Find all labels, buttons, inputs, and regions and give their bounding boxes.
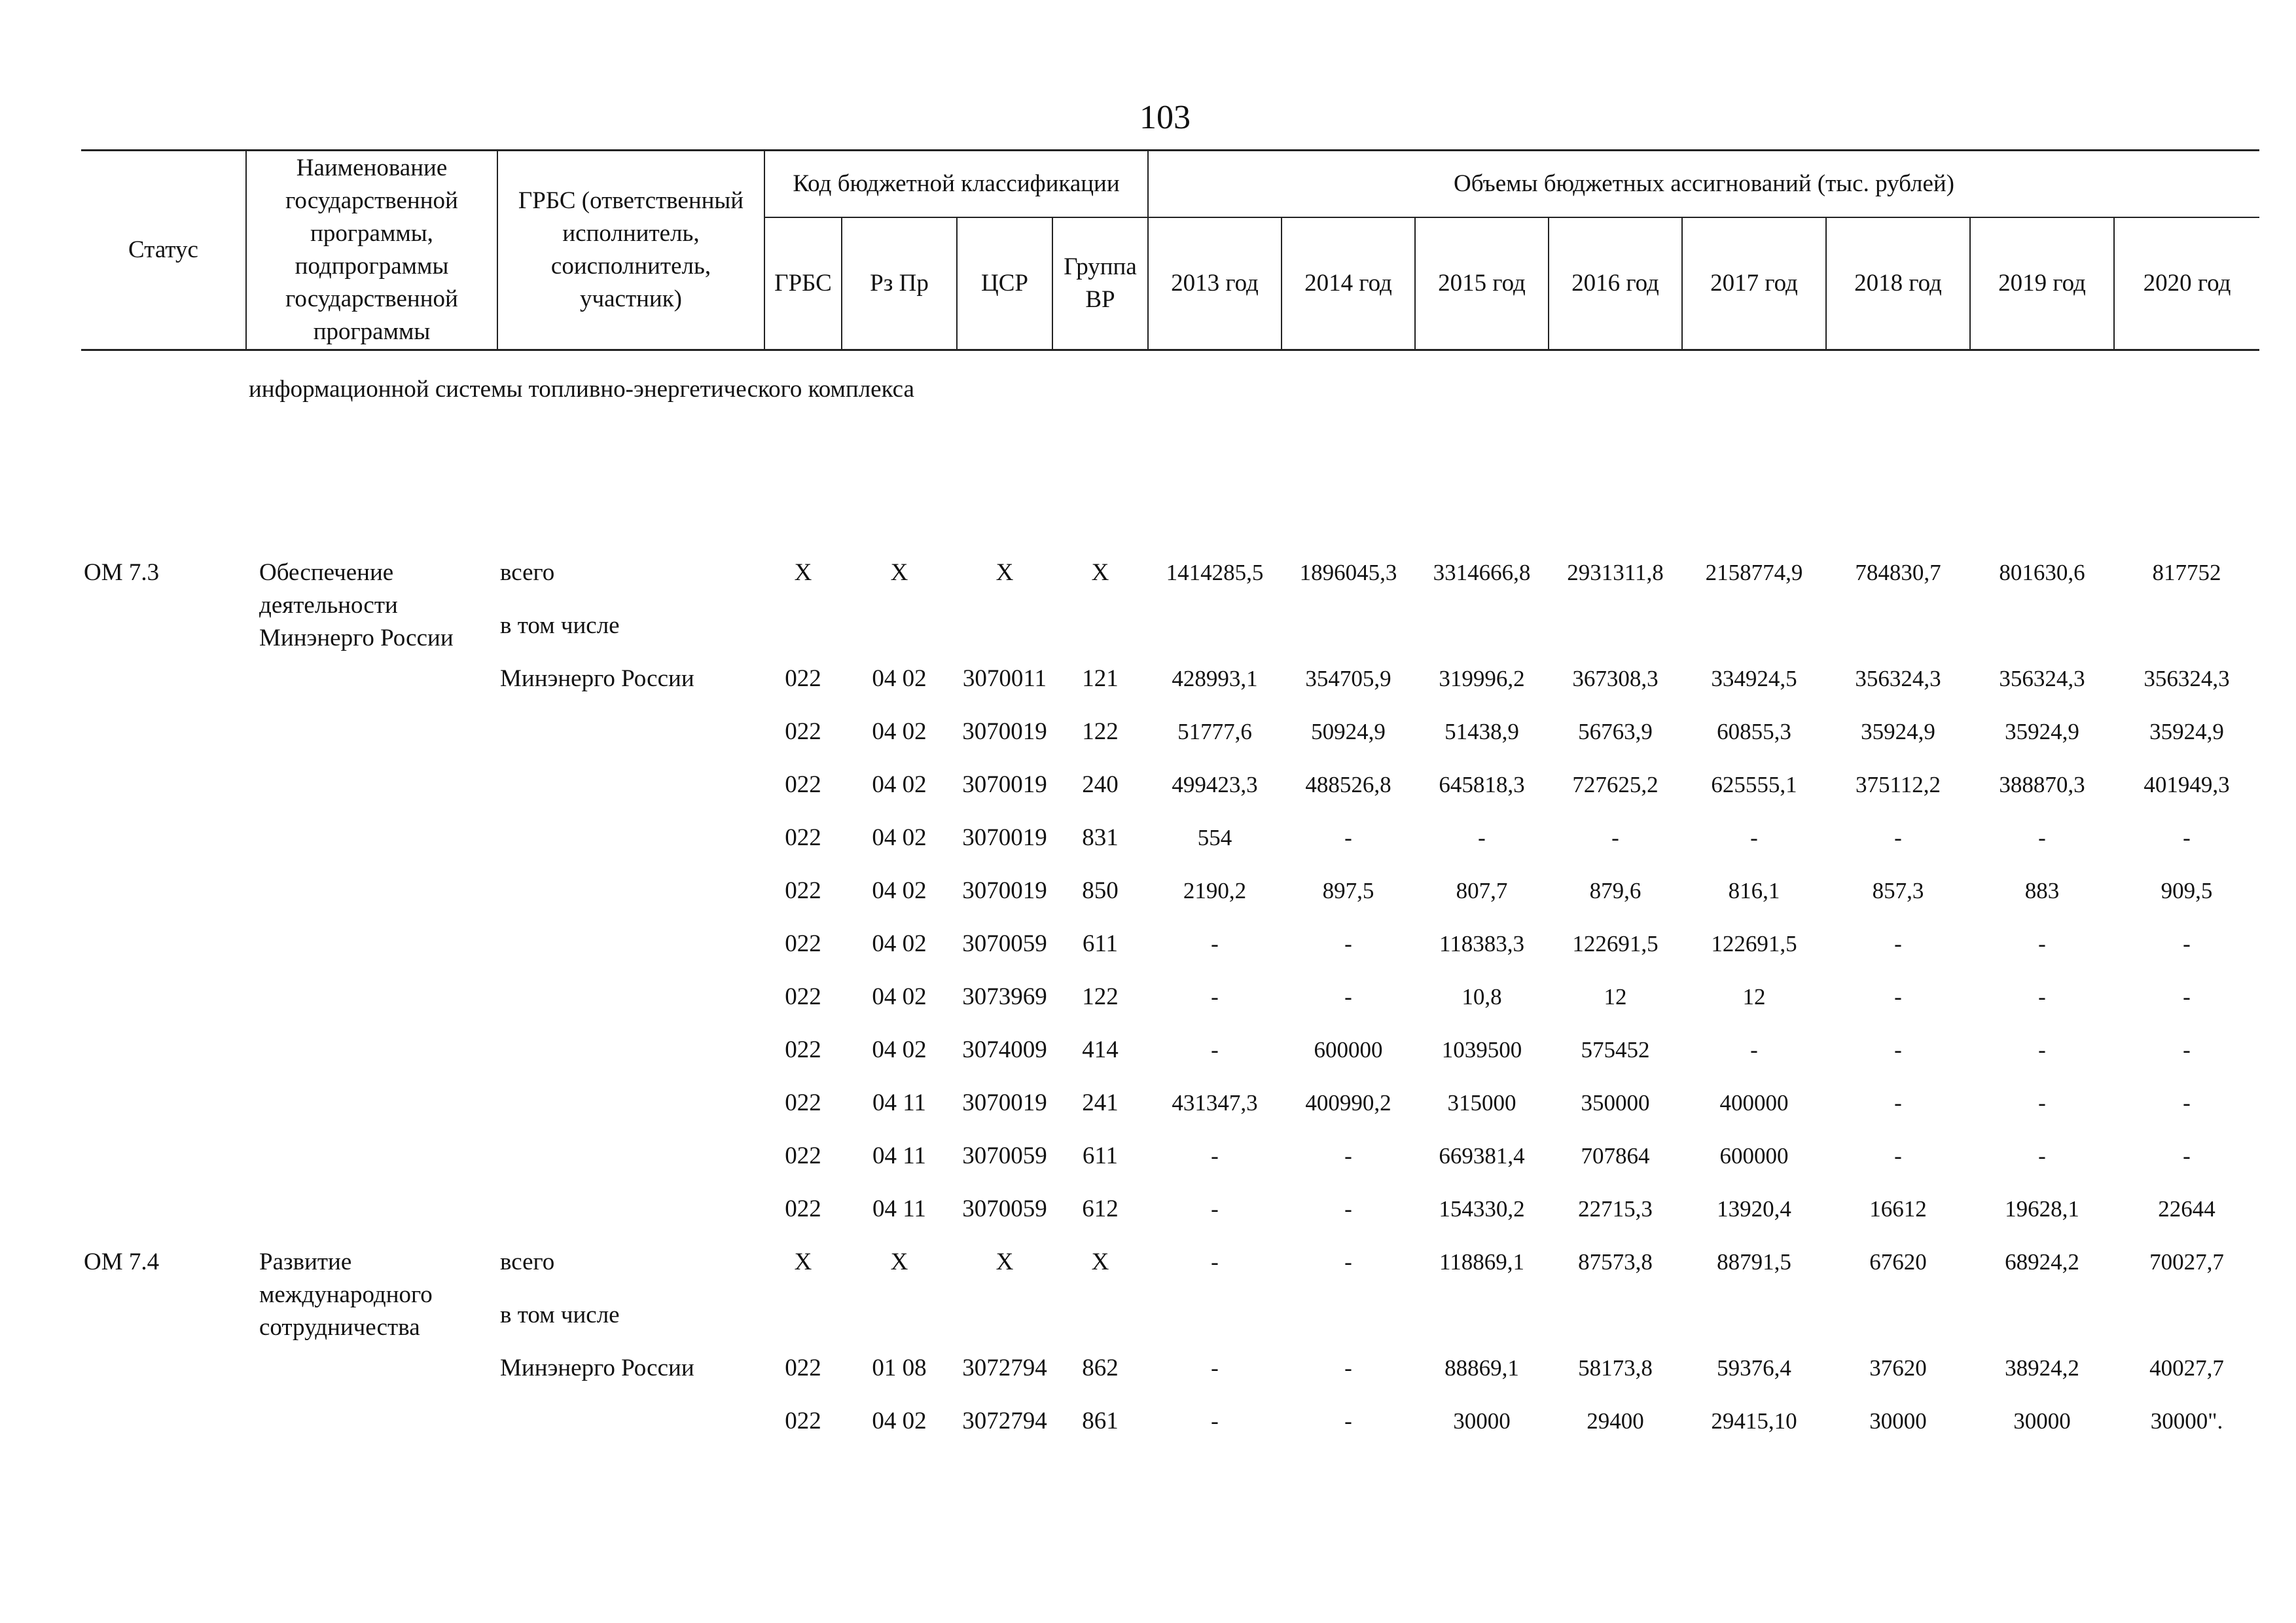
row-value: 807,7 (1456, 878, 1508, 903)
row-value: - (2183, 931, 2191, 957)
row-value: - (2183, 825, 2191, 850)
row-value: 1039500 (1441, 1037, 1522, 1063)
row-value: 356324,3 (2144, 666, 2230, 691)
row-name (246, 921, 497, 974)
continuation-row (81, 367, 2259, 550)
row-grbs (497, 1398, 764, 1451)
page-number: 103 (1139, 99, 1191, 136)
row-value: - (2183, 984, 2191, 1010)
row-name (246, 1027, 497, 1080)
header-name: Наименование государственной программы, подпрограммы государственной программы (246, 151, 497, 350)
budget-allocation-table (81, 149, 2259, 1451)
header-grbs: ГРБС (ответственный исполнитель, соисполнитель, участник) (497, 151, 764, 350)
row-code: 04 02 (872, 824, 927, 851)
row-name (246, 1398, 497, 1451)
table-row (81, 815, 2259, 868)
row-value (1415, 1292, 1549, 1345)
row-status (81, 1345, 246, 1398)
row-code (957, 603, 1052, 656)
row-code: 04 02 (872, 718, 927, 745)
row-value: - (2183, 1037, 2191, 1063)
header-year: 2013 год (1148, 217, 1282, 350)
table-row (81, 1398, 2259, 1451)
row-status (81, 1027, 246, 1080)
row-value: 2190,2 (1183, 878, 1247, 903)
row-value: 118383,3 (1439, 931, 1524, 957)
row-value: 784830,7 (1855, 560, 1941, 585)
row-code: 022 (785, 877, 821, 904)
row-value: - (2038, 1143, 2046, 1169)
table-row (81, 762, 2259, 815)
row-value: 122691,5 (1711, 931, 1797, 957)
row-code (1052, 1292, 1148, 1345)
row-value: 315000 (1447, 1090, 1516, 1116)
table-row (81, 1027, 2259, 1080)
row-value: - (1211, 931, 1219, 957)
row-value: 334924,5 (1711, 666, 1797, 691)
row-code: 3070011 (962, 665, 1047, 692)
row-value (1282, 1292, 1415, 1345)
row-code: 022 (785, 930, 821, 957)
row-value: - (1478, 825, 1486, 850)
row-code: 022 (785, 1408, 821, 1434)
row-value: - (1211, 1037, 1219, 1063)
row-value (1282, 603, 1415, 656)
row-value: 600000 (1719, 1143, 1789, 1169)
row-value: 375112,2 (1856, 772, 1941, 797)
row-value: 10,8 (1462, 984, 1502, 1010)
row-value: 625555,1 (1711, 772, 1797, 797)
row-value (1148, 1292, 1282, 1345)
row-value: 35924,9 (2149, 719, 2224, 744)
row-value: - (2183, 1090, 2191, 1116)
row-grbs (497, 921, 764, 974)
row-value: 356324,3 (1855, 666, 1941, 691)
row-grbs (497, 1027, 764, 1080)
row-code: 04 02 (872, 665, 927, 692)
table-row (81, 1186, 2259, 1239)
header-year: 2017 год (1682, 217, 1826, 350)
row-value: 879,6 (1589, 878, 1641, 903)
row-code: 04 11 (872, 1089, 926, 1116)
row-status (81, 709, 246, 762)
row-code: 04 11 (872, 1142, 926, 1169)
row-value: 400990,2 (1305, 1090, 1391, 1116)
row-value: - (1344, 931, 1352, 957)
row-code: 04 02 (872, 771, 927, 798)
row-name (246, 603, 497, 656)
row-name (246, 656, 497, 709)
row-code (842, 1292, 957, 1345)
row-value: 707864 (1581, 1143, 1650, 1169)
row-name (246, 974, 497, 1027)
row-value: 350000 (1581, 1090, 1650, 1116)
table-row (81, 1345, 2259, 1398)
row-value: 29400 (1587, 1408, 1644, 1434)
row-code: 04 02 (872, 1408, 927, 1434)
row-value: - (1344, 1196, 1352, 1222)
row-code: 3072794 (962, 1408, 1047, 1434)
row-value (1970, 1292, 2114, 1345)
row-code: X (996, 559, 1014, 586)
table-row (81, 1080, 2259, 1133)
table-row (81, 709, 2259, 762)
row-value: - (2038, 984, 2046, 1010)
row-value: 60855,3 (1717, 719, 1791, 744)
row-value: 600000 (1314, 1037, 1383, 1063)
row-value: - (1344, 1249, 1352, 1275)
row-value: 499423,3 (1172, 772, 1258, 797)
row-value (1549, 1292, 1682, 1345)
row-status: ОМ 7.3 (84, 559, 160, 586)
row-status (81, 1398, 246, 1451)
row-code: 240 (1082, 771, 1119, 798)
row-status (81, 974, 246, 1027)
row-name (246, 868, 497, 921)
row-value: 87573,8 (1578, 1249, 1653, 1275)
row-value (1970, 603, 2114, 656)
row-grbs: всего (500, 1249, 555, 1275)
row-grbs: Минэнерго России (500, 1355, 694, 1381)
row-value: 801630,6 (1999, 560, 2085, 585)
row-grbs (497, 709, 764, 762)
row-grbs (497, 1133, 764, 1186)
row-value: - (2038, 1090, 2046, 1116)
header-year: 2015 год (1415, 217, 1549, 350)
table-row (81, 550, 2259, 603)
row-value: - (1344, 825, 1352, 850)
row-value: 35924,9 (1861, 719, 1935, 744)
row-value: 29415,10 (1711, 1408, 1797, 1434)
row-status: ОМ 7.4 (84, 1249, 160, 1275)
row-value: 401949,3 (2144, 772, 2230, 797)
row-name (246, 1186, 497, 1239)
row-value: 816,1 (1728, 878, 1780, 903)
row-code: 3070059 (962, 930, 1047, 957)
row-value (1549, 603, 1682, 656)
row-value: 431347,3 (1172, 1090, 1258, 1116)
row-name (246, 1292, 497, 1345)
row-code: 022 (785, 983, 821, 1010)
row-value: 88791,5 (1717, 1249, 1791, 1275)
row-status (81, 762, 246, 815)
row-name (246, 709, 497, 762)
row-name (246, 1133, 497, 1186)
row-value: 817752 (2152, 560, 2221, 585)
table-row (81, 1133, 2259, 1186)
row-value: 30000 (2013, 1408, 2071, 1434)
row-code: 3072794 (962, 1355, 1047, 1381)
row-grbs: всего (500, 559, 555, 586)
row-value: - (2038, 931, 2046, 957)
row-grbs: в том числе (500, 1302, 620, 1328)
row-value: 35924,9 (2005, 719, 2079, 744)
row-value: - (1211, 1408, 1219, 1434)
row-value (1148, 603, 1282, 656)
header-code-csr: ЦСР (957, 217, 1052, 350)
row-grbs (497, 1080, 764, 1133)
row-code: 04 02 (872, 877, 927, 904)
row-code: 861 (1082, 1408, 1119, 1434)
row-status (81, 1080, 246, 1133)
row-code: 612 (1082, 1195, 1119, 1222)
row-status (81, 1133, 246, 1186)
row-code: 01 08 (872, 1355, 927, 1381)
row-value: 38924,2 (2005, 1355, 2079, 1381)
row-value: 575452 (1581, 1037, 1650, 1063)
row-value: 488526,8 (1305, 772, 1391, 797)
row-code: X (1091, 559, 1109, 586)
row-value: 40027,7 (2149, 1355, 2224, 1381)
row-value: 1414285,5 (1166, 560, 1264, 585)
row-name (246, 1345, 497, 1398)
row-value: 400000 (1719, 1090, 1789, 1116)
row-code: 3070019 (962, 824, 1047, 851)
row-value: 22644 (2158, 1196, 2215, 1222)
row-value: 67620 (1869, 1249, 1927, 1275)
row-code (1052, 603, 1148, 656)
table-row (81, 974, 2259, 1027)
row-code: 04 02 (872, 1036, 927, 1063)
row-code: 04 02 (872, 983, 927, 1010)
row-value: 2931311,8 (1567, 560, 1664, 585)
table-header (81, 151, 2259, 350)
row-code: 414 (1082, 1036, 1119, 1063)
header-year: 2019 год (1970, 217, 2114, 350)
row-status (81, 921, 246, 974)
row-value: 897,5 (1322, 878, 1374, 903)
row-value: 909,5 (2161, 878, 2213, 903)
header-year: 2018 год (1826, 217, 1970, 350)
row-value: 59376,4 (1717, 1355, 1791, 1381)
row-value: 13920,4 (1717, 1196, 1791, 1222)
row-grbs (497, 868, 764, 921)
row-value: 12 (1604, 984, 1627, 1010)
row-status (81, 603, 246, 656)
row-value: 30000 (1869, 1408, 1927, 1434)
row-value: 122691,5 (1572, 931, 1659, 957)
row-code: 022 (785, 1089, 821, 1116)
row-grbs: Минэнерго России (500, 665, 694, 692)
row-code: 022 (785, 718, 821, 745)
row-code: 022 (785, 824, 821, 851)
row-value: - (1344, 984, 1352, 1010)
row-grbs (497, 762, 764, 815)
row-value: 37620 (1869, 1355, 1927, 1381)
row-code (764, 1292, 842, 1345)
row-value: - (1344, 1143, 1352, 1169)
row-name-text: Обеспечение деятельности Минэнерго России (259, 559, 454, 651)
table-row (81, 1292, 2259, 1345)
row-value: 883 (2024, 878, 2060, 903)
row-value: 30000". (2150, 1408, 2223, 1434)
row-code: 121 (1082, 665, 1119, 692)
row-value (1826, 603, 1970, 656)
row-value: 388870,3 (1999, 772, 2085, 797)
header-status: Статус (81, 151, 246, 350)
table-row (81, 603, 2259, 656)
row-code: 022 (785, 1355, 821, 1381)
table-row (81, 656, 2259, 709)
row-code: 3070019 (962, 771, 1047, 798)
row-value: 30000 (1453, 1408, 1511, 1434)
row-grbs: в том числе (500, 612, 620, 639)
row-code: X (794, 1249, 812, 1275)
header-year: 2020 год (2114, 217, 2259, 350)
row-name (246, 815, 497, 868)
row-name-text: Развитие международного сотрудничества (259, 1249, 433, 1341)
row-value (2114, 603, 2259, 656)
row-value: - (1211, 984, 1219, 1010)
row-value: - (2183, 1143, 2191, 1169)
row-value: 51438,9 (1444, 719, 1519, 744)
row-code: 3070059 (962, 1142, 1047, 1169)
row-value: 727625,2 (1572, 772, 1659, 797)
row-value: - (1894, 1090, 1902, 1116)
row-code: 862 (1082, 1355, 1119, 1381)
row-value: 68924,2 (2005, 1249, 2079, 1275)
row-code: 022 (785, 1142, 821, 1169)
table-body (81, 350, 2259, 1452)
row-value: 3314666,8 (1433, 560, 1531, 585)
row-value: 50924,9 (1311, 719, 1386, 744)
row-value: - (1894, 1037, 1902, 1063)
row-code: 022 (785, 771, 821, 798)
row-value: - (1211, 1196, 1219, 1222)
row-grbs (497, 1186, 764, 1239)
row-code: X (1091, 1249, 1109, 1275)
row-value: 319996,2 (1439, 666, 1525, 691)
row-value: 16612 (1869, 1196, 1927, 1222)
row-value: 19628,1 (2005, 1196, 2079, 1222)
row-value: - (1894, 931, 1902, 957)
row-code: 831 (1082, 824, 1119, 851)
row-value: 857,3 (1872, 878, 1924, 903)
row-value: 154330,2 (1439, 1196, 1525, 1222)
row-value: 58173,8 (1578, 1355, 1653, 1381)
row-code: 04 11 (872, 1195, 926, 1222)
row-code: 611 (1082, 1142, 1119, 1169)
row-value: - (1611, 825, 1619, 850)
row-name (246, 550, 497, 651)
row-value: - (1211, 1355, 1219, 1381)
header-code-vr: Группа ВР (1052, 217, 1148, 350)
row-code: 3070019 (962, 1089, 1047, 1116)
row-value: 88869,1 (1444, 1355, 1519, 1381)
row-code: 3070019 (962, 877, 1047, 904)
row-value: 56763,9 (1578, 719, 1653, 744)
row-code: 122 (1082, 983, 1119, 1010)
table-row (81, 921, 2259, 974)
row-value: - (1750, 825, 1758, 850)
header-year: 2014 год (1282, 217, 1415, 350)
row-value: - (1894, 825, 1902, 850)
row-value: - (1211, 1249, 1219, 1275)
row-code: 241 (1082, 1089, 1119, 1116)
header-volumes: Объемы бюджетных ассигнований (тыс. рублей) (1148, 151, 2259, 218)
row-code (957, 1292, 1052, 1345)
row-code: 3074009 (962, 1036, 1047, 1063)
row-status (81, 656, 246, 709)
row-value: - (2038, 825, 2046, 850)
row-status (81, 1292, 246, 1345)
row-code: 611 (1082, 930, 1119, 957)
row-value: 118869,1 (1439, 1249, 1524, 1275)
row-value: 12 (1742, 984, 1766, 1010)
row-code: X (890, 559, 908, 586)
header-code-rzpr: Рз Пр (842, 217, 957, 350)
row-value: 669381,4 (1439, 1143, 1525, 1169)
header-year: 2016 год (1549, 217, 1682, 350)
row-value: 22715,3 (1578, 1196, 1653, 1222)
row-value: - (1894, 1143, 1902, 1169)
row-value: - (2038, 1037, 2046, 1063)
row-code: 022 (785, 1195, 821, 1222)
row-value: - (1344, 1408, 1352, 1434)
row-value: - (1344, 1355, 1352, 1381)
row-status (81, 868, 246, 921)
header-code-grbs: ГРБС (764, 217, 842, 350)
row-value: 645818,3 (1439, 772, 1525, 797)
row-value (2114, 1292, 2259, 1345)
row-name (246, 762, 497, 815)
row-value (1826, 1292, 1970, 1345)
table-row (81, 1239, 2259, 1292)
row-value: - (1894, 984, 1902, 1010)
row-value: 70027,7 (2149, 1249, 2224, 1275)
row-value: 51777,6 (1177, 719, 1252, 744)
row-name (246, 1239, 497, 1341)
row-code: 3070019 (962, 718, 1047, 745)
row-code: 850 (1082, 877, 1119, 904)
row-code: 3073969 (962, 983, 1047, 1010)
row-code: 3070059 (962, 1195, 1047, 1222)
header-budget-code: Код бюджетной классификации (764, 151, 1148, 218)
row-grbs (497, 815, 764, 868)
row-code: X (890, 1249, 908, 1275)
row-code: X (996, 1249, 1014, 1275)
row-code: X (794, 559, 812, 586)
row-value: 354705,9 (1305, 666, 1391, 691)
row-code: 022 (785, 1036, 821, 1063)
row-value (1682, 1292, 1826, 1345)
row-grbs (497, 974, 764, 1027)
row-value (1682, 603, 1826, 656)
row-value: 2158774,9 (1705, 560, 1803, 585)
row-value: 367308,3 (1572, 666, 1659, 691)
row-value: 356324,3 (1999, 666, 2085, 691)
row-status (81, 815, 246, 868)
row-code: 04 02 (872, 930, 927, 957)
row-value: 554 (1197, 825, 1232, 850)
row-value: - (1750, 1037, 1758, 1063)
table-row (81, 868, 2259, 921)
row-name (246, 1080, 497, 1133)
row-code (842, 603, 957, 656)
row-value (1415, 603, 1549, 656)
row-value: 428993,1 (1172, 666, 1258, 691)
continuation-text: информационной системы топливно-энергетического комплекса (249, 376, 914, 403)
row-code: 022 (785, 665, 821, 692)
row-status (81, 1186, 246, 1239)
row-value: 1896045,3 (1299, 560, 1397, 585)
row-value: - (1211, 1143, 1219, 1169)
row-code: 122 (1082, 718, 1119, 745)
row-code (764, 603, 842, 656)
